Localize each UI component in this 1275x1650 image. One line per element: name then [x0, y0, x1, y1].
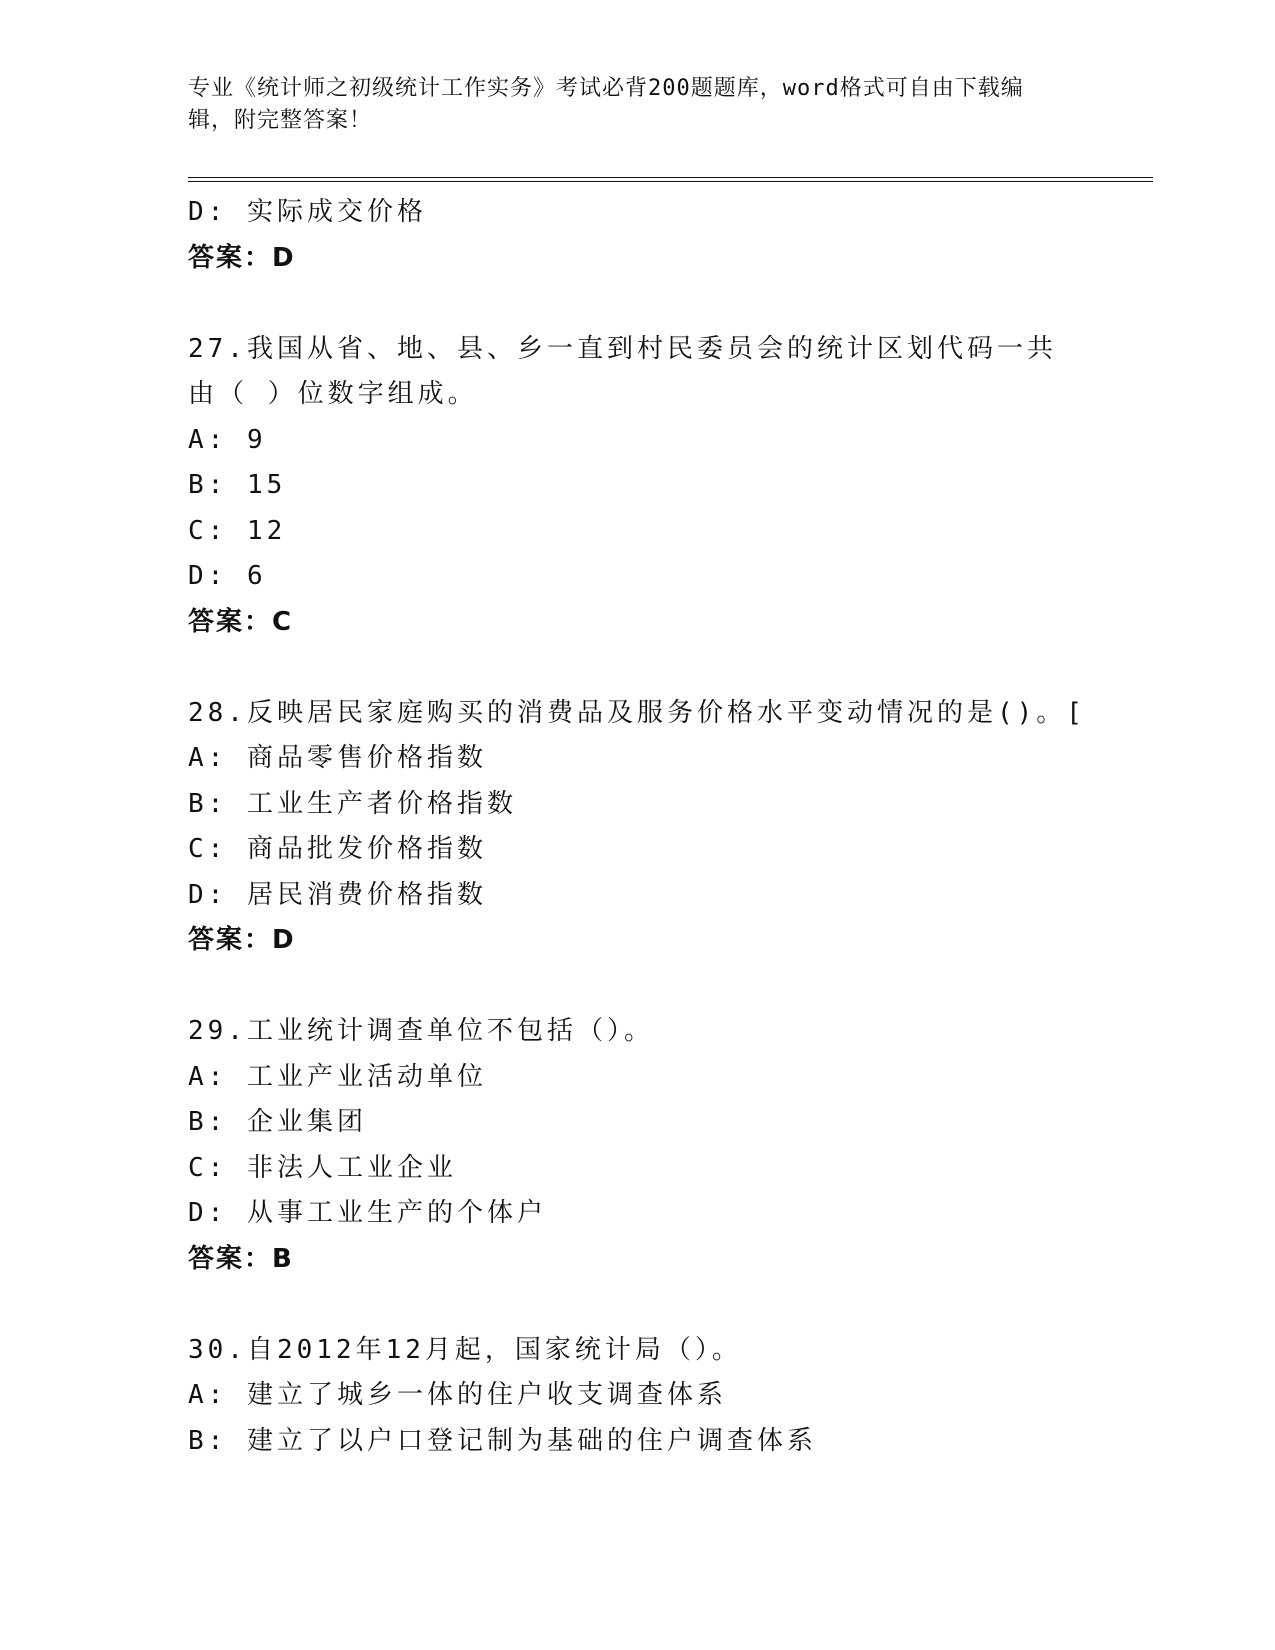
- option-b: B: 企业集团: [188, 1107, 367, 1137]
- option-b: B: 15: [188, 470, 287, 500]
- option-c: C: 商品批发价格指数: [188, 834, 487, 864]
- answer-line: 答案：B: [188, 1243, 294, 1274]
- option-a: A: 商品零售价格指数: [188, 743, 487, 773]
- answer-line: 答案：C: [188, 606, 294, 637]
- option-c: C: 非法人工业企业: [188, 1152, 457, 1183]
- option-c: C: 12: [188, 515, 287, 546]
- header-divider-top: [188, 177, 1153, 178]
- option-d: D: 居民消费价格指数: [188, 879, 487, 910]
- option-a: A: 建立了城乡一体的住户收支调查体系: [188, 1380, 727, 1410]
- option-d: D: 6: [188, 561, 267, 591]
- option-b: B: 建立了以户口登记制为基础的住户调查体系: [188, 1425, 817, 1456]
- spacer: [188, 1282, 1153, 1328]
- option-d: D: 从事工业生产的个体户: [188, 1198, 547, 1228]
- question-list: [188, 190, 1153, 1464]
- question-30: 30.自2012年12月起，国家统计局（）。: [188, 1334, 742, 1365]
- header-divider-bottom: [188, 181, 1153, 182]
- option-a: A: 工业产业活动单位: [188, 1061, 487, 1092]
- option-d: D: 实际成交价格: [188, 197, 427, 227]
- page-header: 专业《统计师之初级统计工作实务》考试必背200题题库，word格式可自由下载编辑，附完整答案！: [188, 76, 1024, 133]
- spacer: [188, 645, 1153, 691]
- answer-line: 答案：D: [188, 242, 296, 273]
- question-27: 27.我国从省、地、县、乡一直到村民委员会的统计区划代码一共由（ ）位数字组成。: [188, 333, 1057, 409]
- answer-line: 答案：D: [188, 925, 296, 955]
- option-a: A: 9: [188, 424, 267, 455]
- spacer: [188, 281, 1153, 327]
- question-28: 28.反映居民家庭购买的消费品及服务价格水平变动情况的是()。[: [188, 697, 1086, 728]
- option-b: B: 工业生产者价格指数: [188, 788, 517, 819]
- question-29: 29.工业统计调查单位不包括（）。: [188, 1016, 654, 1046]
- spacer: [188, 964, 1153, 1010]
